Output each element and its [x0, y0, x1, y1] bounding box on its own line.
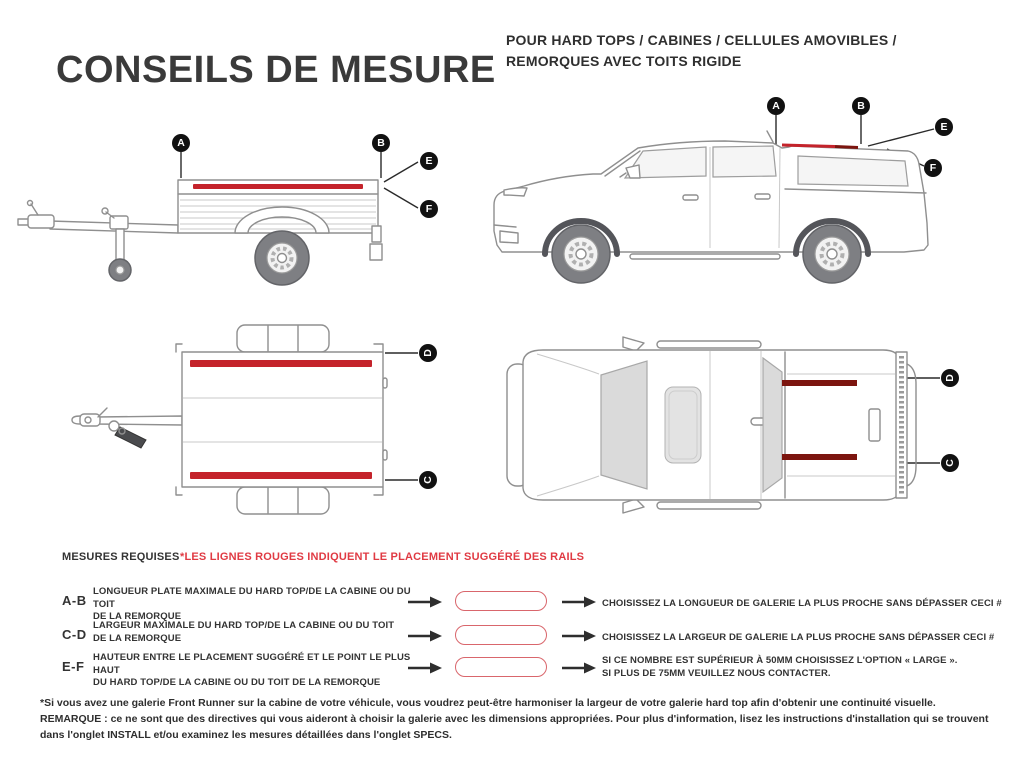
measure-instruction: CHOISISSEZ LA LARGEUR DE GALERIE LA PLUS PROCHE SANS DÉPASSER CECI #	[602, 632, 995, 643]
measure-code: E-F	[62, 659, 85, 674]
rail-placement-line	[190, 472, 372, 479]
measure-row-ab	[0, 584, 1024, 620]
arrow-right-icon	[562, 596, 596, 608]
rail-placement-line	[190, 360, 372, 367]
trailer-top-view-figure	[10, 320, 460, 525]
marker-b: B	[372, 134, 390, 152]
measure-code: C-D	[62, 627, 87, 642]
rail-placement-line	[835, 147, 858, 148]
marker-c: C	[419, 471, 437, 489]
measurement-value-box	[455, 591, 547, 611]
page-subtitle: POUR HARD TOPS / CABINES / CELLULES AMOVIBLES / REMORQUES AVEC TOITS RIGIDE	[506, 32, 897, 69]
measure-description: HAUTEUR ENTRE LE PLACEMENT SUGGÉRÉ ET LE POINT LE PLUS HAUT DU HARD TOP/DE LA CABINE OU DU TOIT DE LA REMORQUE	[93, 652, 411, 688]
rail-placement-line	[782, 454, 857, 460]
arrow-right-icon	[562, 630, 596, 642]
marker-e: E	[420, 152, 438, 170]
marker-a: A	[172, 134, 190, 152]
marker-f: F	[924, 159, 942, 177]
marker-b: B	[852, 97, 870, 115]
measurement-value-box	[455, 625, 547, 645]
truck-side-view-figure	[480, 85, 970, 300]
red-lines-note: *LES LIGNES ROUGES INDIQUENT LE PLACEMENT SUGGÉRÉ DES RAILS	[180, 551, 585, 563]
footnote: *Si vous avez une galerie Front Runner sur la cabine de votre véhicule, vous voudrez peut-être harmoniser la largeur de votre galerie hard top afin d'obtenir une continuité visuelle. REMARQUE : ce ne sont que des directives qui vous aideront à choisir la galerie avec les dimensions appropriées. Pour plus d'information, lisez les instructions d'installation qui se trouvent dans l'onglet INSTALL et/ou examinez les mesures détaillées dans l'onglet SPECS.	[40, 697, 989, 741]
measures-heading: MESURES REQUISES	[62, 551, 180, 563]
truck-top-view-figure	[495, 330, 975, 535]
marker-c: C	[941, 454, 959, 472]
measure-row-cd	[0, 618, 1024, 654]
marker-f: F	[420, 200, 438, 218]
page-title: CONSEILS DE MESURE	[56, 49, 496, 92]
arrow-right-icon	[408, 630, 442, 642]
rail-placement-line	[193, 184, 363, 189]
marker-d: D	[941, 369, 959, 387]
measure-row-ef	[0, 650, 1024, 686]
measure-code: A-B	[62, 593, 87, 608]
arrow-right-icon	[562, 662, 596, 674]
rail-placement-line	[782, 380, 857, 386]
arrow-right-icon	[408, 662, 442, 674]
rail-placement-line	[782, 145, 835, 147]
measure-instruction: CHOISISSEZ LA LONGUEUR DE GALERIE LA PLUS PROCHE SANS DÉPASSER CECI #	[602, 598, 1002, 609]
marker-a: A	[767, 97, 785, 115]
measure-description: LARGEUR MAXIMALE DU HARD TOP/DE LA CABINE OU DU TOIT DE LA REMORQUE	[93, 620, 395, 644]
measure-instruction: SI CE NOMBRE EST SUPÉRIEUR À 50MM CHOISISSEZ L'OPTION « LARGE ». SI PLUS DE 75MM VEUILLEZ NOUS CONTACTER.	[602, 655, 958, 679]
measurement-value-box	[455, 657, 547, 677]
trailer-side-view-figure	[10, 100, 460, 315]
measure-description: LONGUEUR PLATE MAXIMALE DU HARD TOP/DE LA CABINE OU DU TOIT DE LA REMORQUE	[93, 586, 411, 622]
marker-e: E	[935, 118, 953, 136]
marker-d: D	[419, 344, 437, 362]
arrow-right-icon	[408, 596, 442, 608]
